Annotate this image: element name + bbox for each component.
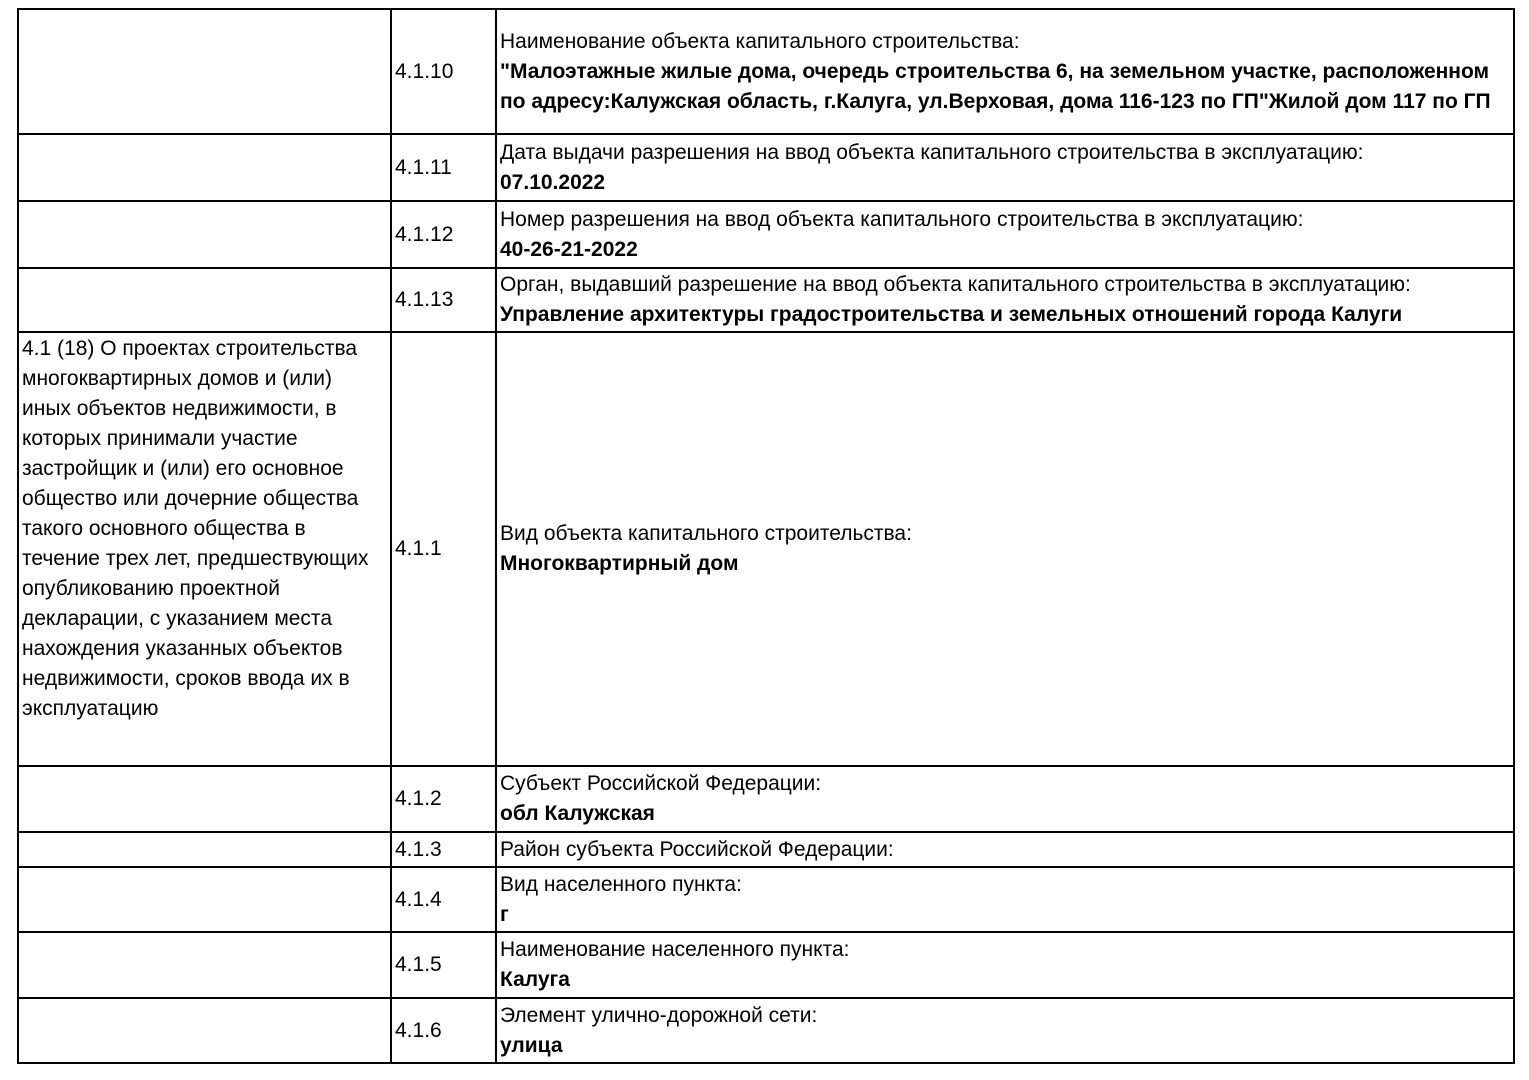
field-label: Вид объекта капитального строительства: <box>500 522 912 545</box>
table-row <box>18 832 1514 867</box>
content-cell <box>496 766 1514 832</box>
item-code: 4.1.3 <box>391 832 496 867</box>
field-label: Орган, выдавший разрешение на ввод объекта капитального строительства в эксплуатацию: <box>500 273 1411 296</box>
item-code: 4.1.2 <box>391 766 496 832</box>
item-code: 4.1.1 <box>391 332 496 766</box>
section-description-cell <box>18 201 391 268</box>
content-cell <box>496 932 1514 998</box>
item-code: 4.1.11 <box>391 134 496 201</box>
table-row <box>18 134 1514 201</box>
section-description-cell <box>18 268 391 332</box>
field-value: 07.10.2022 <box>500 170 606 194</box>
table-row <box>18 332 1514 766</box>
section-description-cell: 4.1 (18) О проектах строительства многоквартирных домов и (или) иных объектов недвижимости, в которых принимали участие застройщик и (или) его основное общество или дочерние общества такого основного общества в течение трех лет, предшествующих опубликованию проектной декларации, с указанием места нахождения указанных объектов недвижимости, сроков ввода их в эксплуатацию <box>18 332 391 766</box>
content-cell <box>496 134 1514 201</box>
field-label: Дата выдачи разрешения на ввод объекта капитального строительства в эксплуатацию: <box>500 140 1364 164</box>
field-value: 40-26-21-2022 <box>500 237 638 261</box>
item-code: 4.1.4 <box>391 867 496 932</box>
field-value: улица <box>500 1033 563 1057</box>
declaration-table-body <box>18 9 1514 1063</box>
section-description-cell <box>18 766 391 832</box>
field-label: Элемент улично-дорожной сети: <box>500 1003 818 1027</box>
field-value: г <box>500 902 509 926</box>
field-label: Номер разрешения на ввод объекта капитального строительства в эксплуатацию: <box>500 207 1304 231</box>
field-label: Вид населенного пункта: <box>500 872 742 896</box>
content-cell <box>496 9 1514 134</box>
content-cell <box>496 998 1514 1063</box>
table-row <box>18 998 1514 1063</box>
section-description-cell <box>18 9 391 134</box>
declaration-table <box>17 8 1515 1064</box>
item-code: 4.1.10 <box>391 9 496 134</box>
field-value: Управление архитектуры градостроительства и земельных отношений города Калуги <box>500 303 1403 326</box>
section-description-cell <box>18 134 391 201</box>
content-cell <box>496 201 1514 268</box>
field-value: Калуга <box>500 968 570 991</box>
section-description-cell <box>18 832 391 867</box>
item-code: 4.1.12 <box>391 201 496 268</box>
content-cell <box>496 332 1514 766</box>
table-row <box>18 766 1514 832</box>
section-description-cell <box>18 867 391 932</box>
field-label: Район субъекта Российской Федерации: <box>500 837 894 861</box>
table-row <box>18 9 1514 134</box>
item-code: 4.1.13 <box>391 268 496 332</box>
content-cell <box>496 268 1514 332</box>
field-value: Многоквартирный дом <box>500 552 739 575</box>
item-code: 4.1.5 <box>391 932 496 998</box>
field-label: Субъект Российской Федерации: <box>500 772 822 795</box>
table-row <box>18 268 1514 332</box>
field-value: обл Калужская <box>500 802 655 825</box>
content-cell <box>496 867 1514 932</box>
field-label: Наименование объекта капитального строительства: <box>500 29 1020 53</box>
section-description-cell <box>18 932 391 998</box>
table-row <box>18 867 1514 932</box>
section-description-cell <box>18 998 391 1063</box>
content-cell <box>496 832 1514 867</box>
field-value: "Малоэтажные жилые дома, очередь строительства 6, на земельном участке, расположенном по адресу:Калужская область, г.Калуга, ул.Верховая, дома 116-123 по ГП"Жилой дом 117 по ГП <box>500 59 1491 113</box>
table-row <box>18 932 1514 998</box>
item-code: 4.1.6 <box>391 998 496 1063</box>
field-label: Наименование населенного пункта: <box>500 938 850 961</box>
table-row <box>18 201 1514 268</box>
